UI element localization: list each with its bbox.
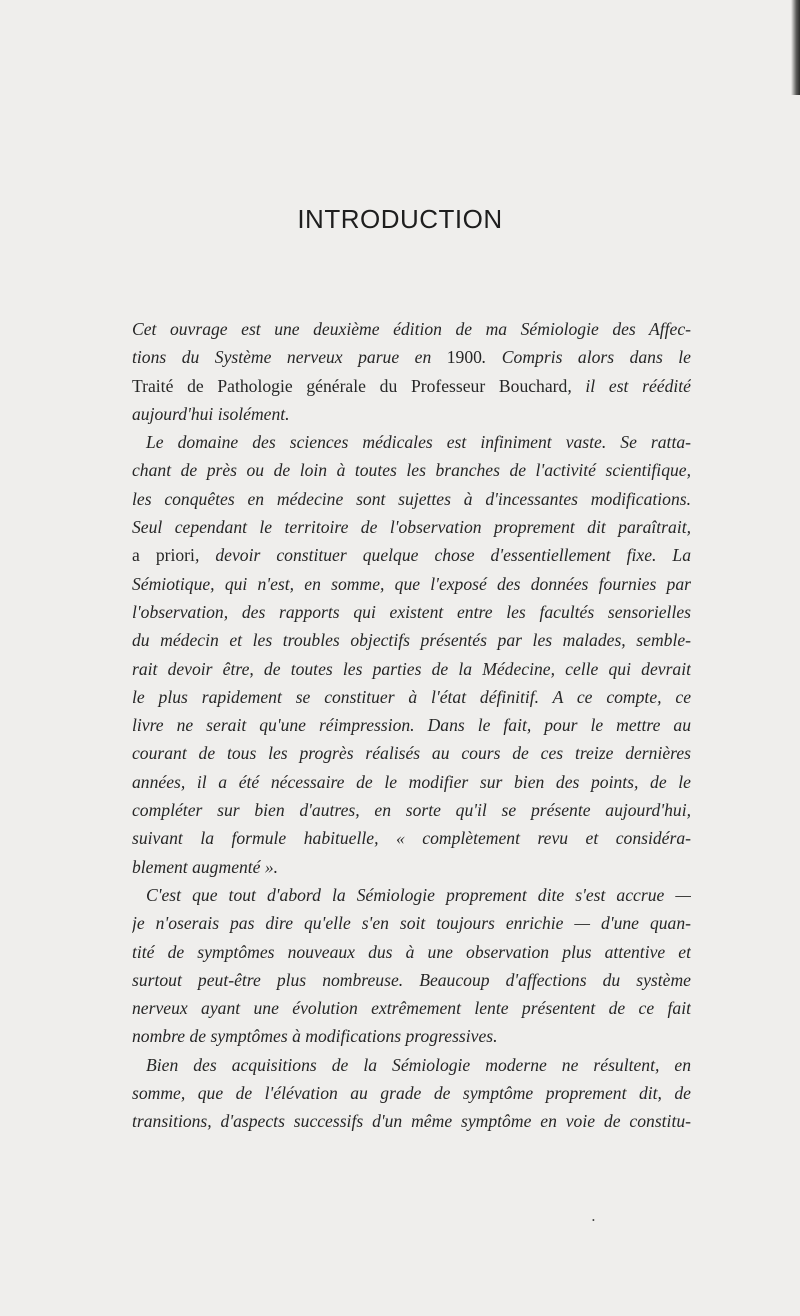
- text-segment: C'est que tout d'abord la Sémiologie proprement dite s'est accrue —: [146, 884, 691, 905]
- text-segment: l'observation, des rapports qui existent entre les facultés sensorielles: [132, 601, 691, 622]
- text-line: [132, 485, 691, 513]
- text-segment: Le domaine des sciences médicales est infiniment vaste. Se ratta-: [146, 432, 691, 453]
- text-segment: nerveux ayant une évolution extrêmement lente présentent de ce fait: [132, 998, 691, 1019]
- text-segment: Sémiotique, qui n'est, en somme, que l'exposé des données fournies par: [132, 573, 691, 594]
- text-line: [132, 1051, 691, 1079]
- text-segment: Traité de Pathologie générale du Professeur Bouchard: [132, 375, 568, 396]
- text-segment: le plus rapidement se constituer à l'état définitif. A ce compte, ce: [132, 686, 691, 707]
- text-segment: chant de près ou de loin à toutes les branches de l'activité scientifique,: [132, 460, 691, 481]
- text-line: [132, 456, 691, 484]
- text-line: [132, 994, 691, 1022]
- body-text: [132, 315, 691, 1136]
- text-segment: Seul cependant le territoire de l'observation proprement dit paraîtrait,: [132, 517, 691, 538]
- page-bullet-mark: •: [592, 1216, 595, 1225]
- text-line: [132, 400, 691, 428]
- text-line: [132, 428, 691, 456]
- text-line: [132, 513, 691, 541]
- text-segment: nombre de symptômes à modifications progressives.: [132, 1026, 498, 1047]
- text-line: [132, 598, 691, 626]
- text-line: [132, 1107, 691, 1135]
- text-segment: Bien des acquisitions de la Sémiologie moderne ne résultent, en: [146, 1054, 691, 1075]
- text-line: [132, 372, 691, 400]
- text-segment: 1900: [446, 347, 482, 368]
- text-line: [132, 343, 691, 371]
- text-segment: courant de tous les progrès réalisés au cours de ces treize dernières: [132, 743, 691, 764]
- text-segment: années, il a été nécessaire de le modifier sur bien des points, de le: [132, 771, 691, 792]
- text-line: [132, 626, 691, 654]
- text-segment: aujourd'hui isolément.: [132, 403, 290, 424]
- text-segment: tions du Système nerveux parue en: [132, 347, 447, 368]
- text-line: [132, 1022, 691, 1050]
- text-segment: suivant la formule habituelle, « complètement revu et considéra-: [132, 828, 691, 849]
- text-line: [132, 683, 691, 711]
- text-line: [132, 570, 691, 598]
- text-segment: somme, que de l'élévation au grade de symptôme proprement dit, de: [132, 1083, 691, 1104]
- text-line: [132, 909, 691, 937]
- text-line: [132, 655, 691, 683]
- text-segment: Cet ouvrage est une deuxième édition de ma Sémiologie des Affec-: [132, 319, 691, 339]
- text-segment: du médecin et les troubles objectifs présentés par les malades, semble-: [132, 630, 691, 651]
- page-title: INTRODUCTION: [297, 204, 503, 234]
- text-line: [132, 938, 691, 966]
- text-segment: surtout peut-être plus nombreuse. Beaucoup d'affections du système: [132, 969, 691, 990]
- text-line: [132, 711, 691, 739]
- text-segment: , il est réédité: [567, 375, 691, 396]
- text-segment: blement augmenté ».: [132, 856, 279, 877]
- text-line: [132, 796, 691, 824]
- text-segment: , devoir constituer quelque chose d'essentiellement fixe. La: [194, 545, 691, 566]
- text-segment: transitions, d'aspects successifs d'un même symptôme en voie de constitu-: [132, 1111, 691, 1132]
- text-line: [132, 541, 691, 569]
- text-line: [132, 881, 691, 909]
- book-spine-edge: [791, 0, 800, 95]
- text-line: [132, 1079, 691, 1107]
- text-line: [132, 768, 691, 796]
- text-segment: a priori: [132, 545, 195, 566]
- text-line: [132, 853, 691, 881]
- text-segment: je n'oserais pas dire qu'elle s'en soit toujours enrichie — d'une quan-: [132, 913, 691, 934]
- text-line: [132, 315, 691, 343]
- text-segment: les conquêtes en médecine sont sujettes à d'incessantes modifications.: [132, 488, 691, 509]
- text-segment: tité de symptômes nouveaux dus à une observation plus attentive et: [132, 941, 691, 962]
- text-segment: livre ne serait qu'une réimpression. Dans le fait, pour le mettre au: [132, 715, 691, 736]
- text-line: [132, 966, 691, 994]
- text-segment: rait devoir être, de toutes les parties de la Médecine, celle qui devrait: [132, 658, 691, 679]
- text-line: [132, 824, 691, 852]
- text-segment: . Compris alors dans le: [481, 347, 691, 368]
- text-line: [132, 739, 691, 767]
- text-segment: compléter sur bien d'autres, en sorte qu'il se présente aujourd'hui,: [132, 800, 691, 821]
